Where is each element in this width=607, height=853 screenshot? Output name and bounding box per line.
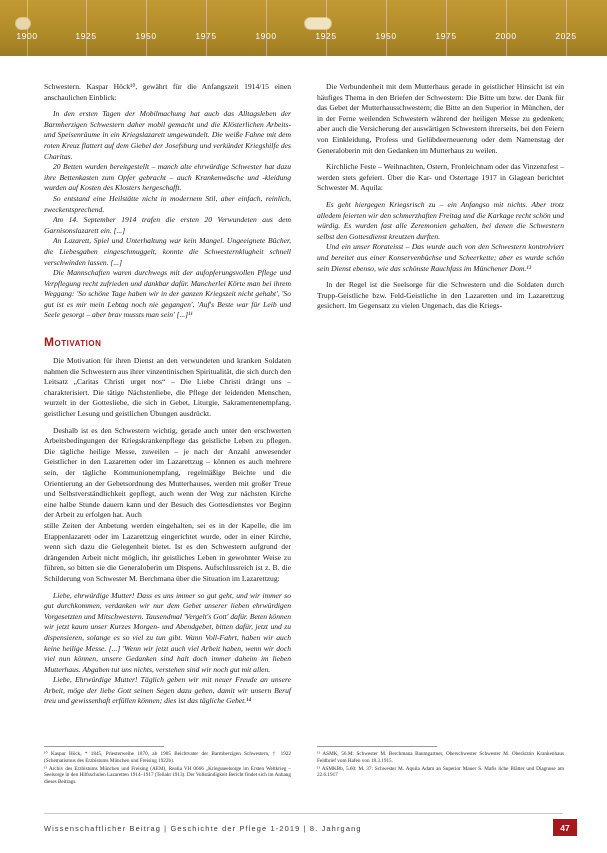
- paragraph-quote: 20 Betten wurden bereitgestellt – manch alte ehrwürdige Schwester hat dazu ihre Bettenkasten zum Opfer gebracht – auch Krankenwäsche und -kleidung wurden auf Kosten des Klosters hergeschafft.: [44, 162, 291, 193]
- paragraph: In der Regel ist die Seelsorge für die Schwestern und die Soldaten durch Trupp-Geistliche bzw. Feld-Geistliche in den Lazaretten und im Lazarettzug gesichert. Im Gegensatz zu vielen Ungenach, das die Kriegs-: [317, 280, 564, 311]
- timeline-year-label: 1975: [435, 31, 457, 41]
- footer-divider: [44, 813, 563, 814]
- page-number-badge: 47: [553, 819, 577, 836]
- timeline-year-label: 1975: [195, 31, 217, 41]
- footnote-rule: [317, 746, 437, 747]
- paragraph-quote: An Lazarett, Spiel und Unterhaltung war kein Mangel. Ungeeignete Bücher, die Liebesgaben eingeschmuggelt, konnte die Schwesternklugheit schnell verschwinden lassen. [...]: [44, 236, 291, 267]
- paragraph-quote: Es geht hiergegen Kriegsrisch zu – ein Anfangso mit nichts. Aber trotz alledem feierten wir den schmerzhaften Freitag und die Karkage recht schön und würdig. Es wurden fast alle Zeremonien gehalten, bei denen die Schwestern selbst den Gottesdienst kreutzen durften.: [317, 199, 564, 241]
- page-content: [0, 56, 607, 853]
- paragraph: stille Zeiten der Anbetung werden eingehalten, sei es in der Kapelle, die im Etappenlazarett oder im Lazarettzug eingerichtet wurde, oder in einer Kirche, wenn sich dazu die Gelegenheit bietet. Ist es den Schwestern aufgrund der drängenden Arbeit nicht möglich, ihr geistliches Leben in gewohnter Weise zu führen, so bitten sie die Generaloberin um Dispens. Aufschlussreich ist z. B. die Schilderung von Schwester M. Berchmana über die Situation im Lazarettzug:: [44, 520, 291, 583]
- paragraph-quote: Die Mannschaften waren durchwegs mit der aufopferungsvollen Pflege und Verpflegung recht zufrieden und dankbar dafür. Mancherlei Körte man bei ihrem Weggang: 'So schöne Tage haben wir in der ganzen Kriegszeit nicht gehabt', 'So gut ist es mir mein Lebtag noch nie gegangen', 'Auf's Beste war für Leib und Seele gesorgt – aber brav mussts man sein' [...]¹¹: [44, 268, 291, 320]
- timeline-tick: [446, 0, 447, 56]
- timeline-marker: [16, 18, 30, 29]
- paragraph-quote: So entstand eine Heilstätte nicht in modernem Stil, aber einfach, reinlich, zweckentsprechend.: [44, 193, 291, 214]
- section-heading-motivation: Motivation: [44, 335, 102, 350]
- paragraph-quote: Liebe, Ehrwürdige Mutter! Täglich geben wir mit neuer Freude an unsere Arbeit, möge der liebe Gott seinen Segen dazu geben, damit wir unsern Beruf treu und gewissenhaft erfüllen können; dies ist das tägliche Gebet.¹⁴: [44, 675, 291, 706]
- timeline-band: [0, 0, 607, 56]
- footnote-rule: [44, 746, 164, 747]
- timeline-year-label: 1925: [75, 31, 97, 41]
- paragraph-quote: Und ein unser Rorateisst – Das wurde auch von den Schwestern kontrolviert und bereitet aus einer Konservenbüchse und Scheerkette; aber es wurde schön sein Dienst ebenso, wie das schönste Rauchfass im Münchener Dom.¹³: [317, 242, 564, 273]
- paragraph: Kirchliche Feste – Weihnachten, Ostern, Fronleichnam oder das Vinzenzfest – werden stets gefeiert. Über die Kar- und Ostertage 1917 in Glagean berichtet Schwester M. Aquila:: [317, 162, 564, 193]
- footnote: ¹² ASMK, 56.M: Schwester M. Berchmana Baumgartner, Oberschwester Schwester M. Oberärztin Krankenhaus Feldbrief vom Hafen von 18.3.1915.: [317, 751, 564, 764]
- timeline-tick: [506, 0, 507, 56]
- timeline-tick: [146, 0, 147, 56]
- paragraph: Die Verbundenheit mit dem Mutterhaus gerade in geistlicher Hinsicht ist ein häufiges Thema in den Briefen der Schwestern: Die Bitte um bzw. der Dank für das Gebet der Mutterhausschwestern; die Bitte an den Superior in München, der in der Ferne weilenden Schwestern während der heiligen Messe zu gedenken; aber auch die Versicherung der auswärtigen Schwestern ihrerseits, bei den Feiern von Einkleidung, Profess und Gelübdeerneuerung oder dem Namenstag der Generaloberin mit den Gedanken im Mutterhaus zu weilen.: [317, 82, 564, 155]
- footnote: ¹³ ASMKBb, 5.60: M. 37: Schwester M. Aquila Adam an Superior Mauer S. Mafis liche Blätter und Diagnose am 22.6.1917: [317, 765, 564, 779]
- footnotes: [44, 746, 564, 787]
- paragraph-quote: In den ersten Tagen der Mobilmachung hat auch das Alltagsleben der Barmherzigen Schwestern daher mobil gemacht und die Klösterlichen Arbeits- und Speisenräume in ein Kriegslazarett umgewandelt. Die weiße Fahne mit dem roten Kreuz flattert auf dem Giebel der Josefsburg und verkündet Kriegshilfe des Charitas.: [44, 109, 291, 161]
- footnote: ¹⁰ Kaspar Höck, * 1845, Priesterweihe 1870, ab 1905 Beichtvater der Barmherzigen Schwestern, † 1922 (Schematismus des Erzbistums München und Freising 1922b).: [44, 751, 291, 764]
- timeline-year-label: 2000: [495, 31, 517, 41]
- paragraph-quote: Am 14. September 1914 trafen die ersten 20 Verwundeten aus dem Garnisonslazarett ein. [...]: [44, 215, 291, 235]
- timeline-year-label: 1900: [16, 31, 38, 41]
- timeline-tick: [206, 0, 207, 56]
- timeline-year-label: 1925: [315, 31, 337, 41]
- timeline-year-label: 1900: [255, 31, 277, 41]
- timeline-tick: [266, 0, 267, 56]
- paragraph: Deshalb ist es den Schwestern wichtig, gerade auch unter den erschwerten Arbeitsbedingungen der Kriegskrankenpflege das geistliche Leben zu pflegen. Die tägliche heilige Messe, zuweilen – je nach der Anzahl anwesender Geistlicher in den Lazaretten oder im Lazarettzug – können es auch mehrere sein, der tägliche Kommunionempfang, regelmäßige Beichte und die Orientierung an der Gebetsordnung des Mutterhauses, werden mit großer Treue und Selbstverständlichkeit gepflegt, auch wenn der Weg zur nächsten Kirche eine halbe Stunde dauern kann und der Besuch des Gottesdienstes vor Beginn der Arbeit zu erfolgen hat. Auch: [44, 425, 291, 520]
- paragraph: Schwestern. Kaspar Höck¹⁰, gewährt für die Anfangszeit 1914/15 einen anschaulichen Einblick:: [44, 82, 291, 102]
- paragraph-quote: Liebe, ehrwürdige Mutter! Dass es uns immer so gut geht, und wir immer so gut durchkommen, verdanken wir nur dem Gebet unserer lieben ehrwürdigen Vorgesetzten und Mitschwestern. Tausendmal 'Vergelt's Gott' dafür. Beten können wir jetzt kaum unser Kurzes Morgen- und Abendgebet, bitten dafür, jetzt und zu dispensieren, solange es so viel zu tun gibt. Wann Voll-Fahrt, haben wir auch keine heilige Messe. [...] 'Wenn wir jetzt auch viel Arbeit haben, wenn wir doch viel nun können, unsere Gedanken sind halt doch immer daheim im lieben Mutterhaus. Abgaben tut uns nichts, verstehen sind wir noch gut mit allen.: [44, 590, 291, 674]
- timeline-marker-active: [305, 18, 331, 29]
- footnote: ¹¹ Archiv des Erzbistums München und Freising (AEM), Realia VH 0666 „Kriegsseelsorge im Ersten Weltkrieg – Seelsorge in den Hilfsschulen Lazaretten 1914–1917 (Teilakt 1913). Der Vollständigkeit Bericht findet sich im Anhang dieses Beitrags.: [44, 765, 291, 785]
- paragraph: Die Motivation für ihren Dienst an den verwundeten und kranken Soldaten nahmen die Schwestern aus ihrer vinzentinischen Spiritualität, die sich durch den Leitsatz „Caritas Christi urget nos“ – Die Liebe Christi drängt uns – charakterisiert. Die tätige Nächstenliebe, die Pflege der leidenden Menschen, wurzelt in der Gottesliebe, die sich in Gebet, Liturgie, Sakramentenempfang, geistlicher Lesung und geistlichen Übungen ausdrückt.: [44, 356, 291, 419]
- page-footer: [0, 807, 607, 853]
- timeline-year-label: 1950: [375, 31, 397, 41]
- footer-citation: Wissenschaftlicher Beitrag | Geschichte der Pflege 1-2019 | 8. Jahrgang: [44, 824, 362, 833]
- timeline-tick: [566, 0, 567, 56]
- article-columns: [44, 82, 564, 722]
- timeline-year-label: 2025: [555, 31, 577, 41]
- timeline-tick: [86, 0, 87, 56]
- timeline-year-label: 1950: [135, 31, 157, 41]
- timeline-tick: [386, 0, 387, 56]
- timeline-background: [0, 0, 607, 56]
